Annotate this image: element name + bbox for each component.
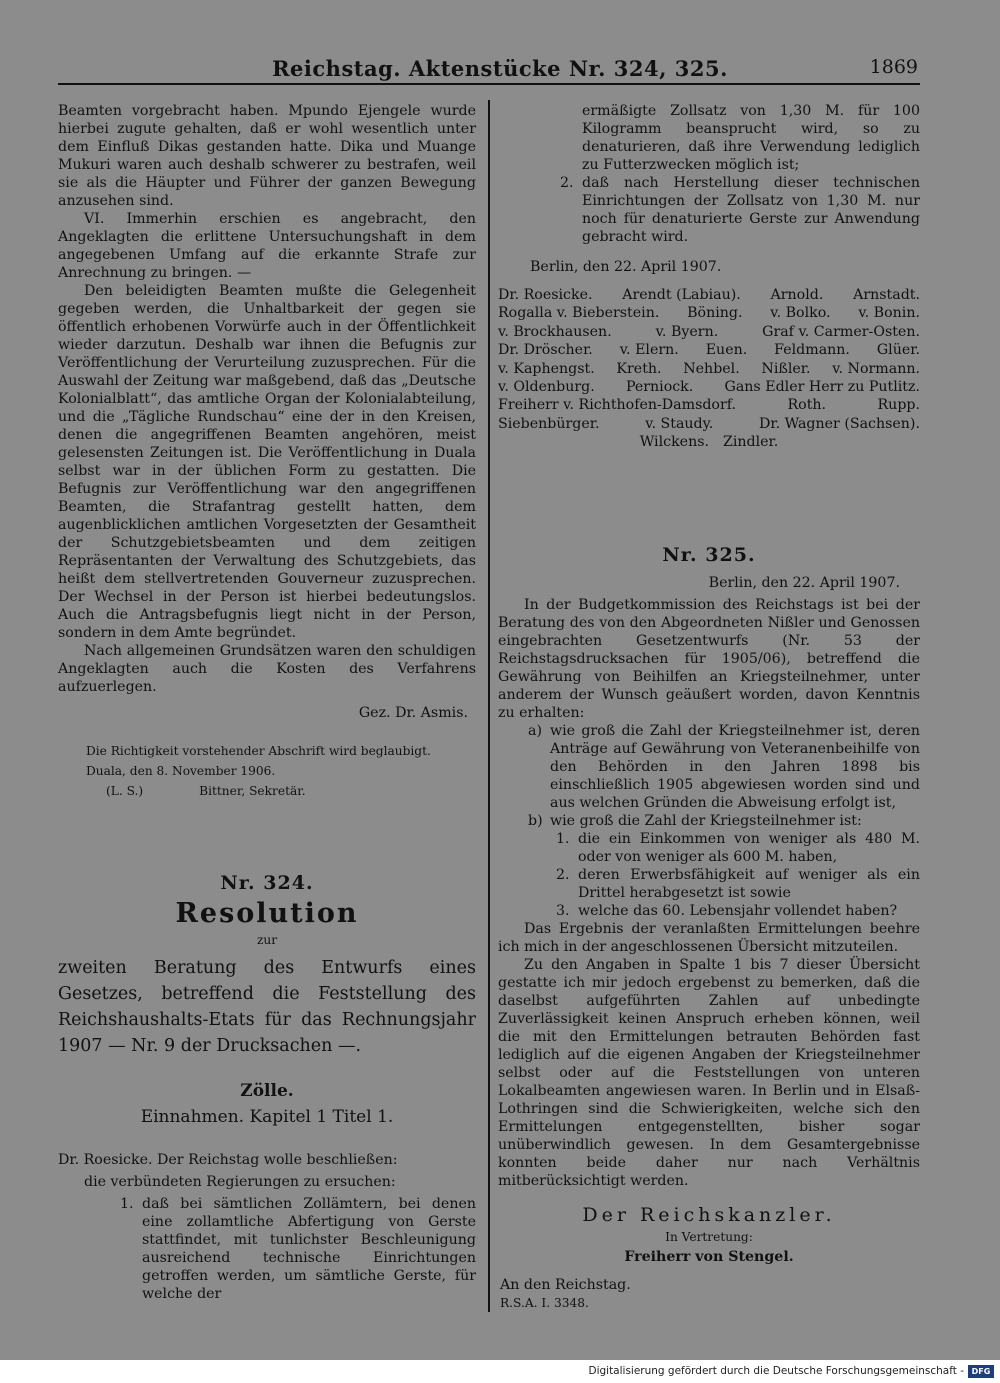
signer-name: Siebenbürger. xyxy=(498,415,600,432)
signer-name: Roth. xyxy=(787,397,827,414)
signer-name: Freiherr v. Richthofen-Damsdorf. xyxy=(498,397,737,414)
list-item xyxy=(528,812,920,830)
seal-mark: (L. S.) xyxy=(106,784,144,798)
page-header xyxy=(0,52,1000,82)
signer-name: Glüer. xyxy=(876,342,920,359)
signer-name: Zindler. xyxy=(723,434,779,451)
signer-name: Arnold. xyxy=(770,287,824,303)
list-marker: 1. xyxy=(120,1196,134,1212)
reference-number: R.S.A. I. 3348. xyxy=(500,1295,589,1310)
signer-name: Gans Edler Herr zu Putlitz. xyxy=(724,379,920,396)
section-subheading: Einnahmen. Kapitel 1 Titel 1. xyxy=(140,1107,394,1127)
date-line: Berlin, den 22. April 1907. xyxy=(530,259,722,275)
signer-name: Graf v. Carmer-Osten. xyxy=(762,323,920,340)
dfg-logo: DFG xyxy=(968,1365,994,1378)
list-text: daß bei sämtlichen Zollämtern, bei denen eine zollamtliche Abfertigung von Gerste stattfindet, mit tunlichster Beschleunigung ausreichend technische Einrichtungen getroffen werden, um sämtliche Gerste, für welche der xyxy=(142,1196,476,1302)
left-column xyxy=(58,102,476,1303)
signer-name: Nißler. xyxy=(761,360,811,377)
signers-row xyxy=(498,433,920,451)
list-text: wie groß die Zahl der Kriegsteilnehmer ist, deren Anträge auf Gewährung von Veteranenbeihilfe von den Behörden in den Jahren 1898 bis einschließlich 1905 abgewiesen worden sind und aus welchen Gründen die Abweisung erfolgt ist, xyxy=(550,722,920,811)
signers-row xyxy=(498,378,920,396)
signer-name: Wilckens. xyxy=(639,434,709,451)
signer-name: Dr. Wagner (Sachsen). xyxy=(758,415,920,432)
motion-line: Dr. Roesicke. Der Reichstag wolle beschließen: xyxy=(58,1152,398,1168)
signer-name: Euen. xyxy=(705,342,748,359)
signer-name: Perniock. xyxy=(625,379,694,396)
signers-list xyxy=(498,286,920,452)
signers-row xyxy=(498,323,920,341)
header-title: Reichstag. Aktenstücke Nr. 324, 325. xyxy=(272,56,728,81)
signer-name: v. Oldenburg. xyxy=(498,379,595,396)
signer-name: v. Bonin. xyxy=(858,305,920,322)
resolution-subject: zweiten Beratung des Entwurfs eines Gesetzes, betreffend die Feststellung des Reichshaushalts-Etats für das Rechnungsjahr 1907 — Nr. 9 der Drucksachen —. xyxy=(58,958,476,1056)
list-text: die ein Einkommen von weniger als 480 M. oder von weniger als 600 M. haben, xyxy=(578,830,920,865)
representation-note: In Vertretung: xyxy=(665,1229,753,1244)
list-item xyxy=(120,1195,476,1303)
request-line: die verbündeten Regierungen zu ersuchen: xyxy=(84,1174,396,1190)
addressee: An den Reichstag. xyxy=(500,1276,631,1293)
list-text: deren Erwerbsfähigkeit auf weniger als ein Drittel herabgesetzt ist sowie xyxy=(578,866,920,901)
signatory-name: Freiherr von Stengel. xyxy=(624,1248,794,1265)
signer-name: v. Staudy. xyxy=(645,415,714,432)
list-text: daß nach Herstellung dieser technischen Einrichtungen der Zollsatz von 1,30 M. nur noch für denaturierte Gerste zur Anwendung gebracht wird. xyxy=(582,175,920,245)
paragraph: Das Ergebnis der veranlaßten Ermittelungen beehre ich mich in der angeschlossenen Übersicht mitzuteilen. xyxy=(498,920,920,955)
signer-name: Rupp. xyxy=(877,397,920,414)
date-line: Berlin, den 22. April 1907. xyxy=(708,574,900,591)
signers-row xyxy=(498,304,920,322)
list-continuation: ermäßigte Zollsatz von 1,30 M. für 100 Kilogramm beansprucht wird, so zu denaturieren, daß ihre Verwendung lediglich zu Futterzwecken möglich ist; xyxy=(582,103,920,173)
signer-name: v. Bolko. xyxy=(770,305,831,322)
list-text: welche das 60. Lebensjahr vollendet haben? xyxy=(578,902,898,919)
signer-name: Arnstadt. xyxy=(853,287,920,303)
signers-row xyxy=(498,360,920,378)
signers-row xyxy=(498,341,920,359)
section-heading: Zölle. xyxy=(240,1081,294,1101)
funding-note: Digitalisierung gefördert durch die Deutsche Forschungsgemeinschaft - xyxy=(588,1365,964,1377)
right-column xyxy=(498,102,920,1312)
list-marker: 2. xyxy=(560,175,574,191)
signers-row xyxy=(498,286,920,304)
zur-label: zur xyxy=(256,933,278,947)
list-item xyxy=(556,830,920,866)
signer-name: Feldmann. xyxy=(774,342,850,359)
paragraph: Nach allgemeinen Grundsätzen waren den schuldigen Angeklagten auch die Kosten des Verfahrens aufzuerlegen. xyxy=(58,643,476,695)
signer-name: v. Normann. xyxy=(832,360,920,377)
secretary-signature: Bittner, Sekretär. xyxy=(199,784,306,798)
list-marker: a) xyxy=(528,722,542,739)
signers-row xyxy=(498,415,920,433)
list-marker: 3. xyxy=(556,902,570,919)
list-marker: 1. xyxy=(556,830,570,847)
signature: Gez. Dr. Asmis. xyxy=(358,705,468,721)
seal-line xyxy=(106,782,476,800)
signer-name: Dr. Dröscher. xyxy=(498,342,593,359)
certification-note: Die Richtigkeit vorstehender Abschrift wird beglaubigt. xyxy=(86,744,431,758)
list-item xyxy=(556,866,920,902)
document-number-325: Nr. 325. xyxy=(662,543,756,566)
signer-name: Nehbel. xyxy=(683,360,740,377)
signer-name: v. Kaphengst. xyxy=(498,360,595,377)
paragraph: VI. Immerhin erschien es angebracht, den Angeklagten die erlittene Untersuchungshaft in dem angegebenen Umfang auf die erkannte Strafe zur Anrechnung zu bringen. — xyxy=(58,211,476,281)
place-date: Duala, den 8. November 1906. xyxy=(86,764,276,778)
list-item xyxy=(556,902,920,920)
signer-name: Rogalla v. Bieberstein. xyxy=(498,305,660,322)
column-divider xyxy=(488,100,490,1312)
list-marker: b) xyxy=(528,812,543,829)
signer-name: Kreth. xyxy=(616,360,662,377)
signer-name: v. Byern. xyxy=(655,323,719,340)
resolution-title: Resolution xyxy=(175,898,359,929)
list-item xyxy=(560,174,920,246)
signatory-title: Der Reichskanzler. xyxy=(582,1203,836,1226)
signer-name: Böning. xyxy=(687,305,743,322)
signer-name: v. Elern. xyxy=(619,342,679,359)
signers-row xyxy=(498,396,920,414)
list-marker: 2. xyxy=(556,866,570,883)
document-number-324: Nr. 324. xyxy=(220,872,314,894)
page-number: 1869 xyxy=(869,56,918,78)
list-text: wie groß die Zahl der Kriegsteilnehmer ist: xyxy=(550,812,862,829)
paragraph: Beamten vorgebracht haben. Mpundo Ejengele wurde hierbei zugute gehalten, daß er wohl wesentlich unter dem Einfluß Dikas gestanden hatte. Dika und Muange Mukuri waren auch deshalb schwerer zu bestrafen, weil sie als die Häupter und Führer der ganzen Bewegung anzusehen sind. xyxy=(58,103,476,209)
paragraph: Den beleidigten Beamten mußte die Gelegenheit gegeben werden, die Unhaltbarkeit der gegen sie öffentlich erhobenen Vorwürfe auch in der Öffentlichkeit wieder darzutun. Deshalb war ihnen die Befugnis zur Veröffentlichung der Verurteilung zuzusprechen. Für die Auswahl der Zeitung war maßgebend, daß das „Deutsche Kolonialblatt“, das amtliche Organ der Kolonialabteilung, und die „Tägliche Rundschau“ eine der in den Kreisen, denen die angegriffenen Beamten angehören, meist gelesensten Zeitungen ist. Die Veröffentlichung in Duala selbst war in der üblichen Form zu gestatten. Die Befugnis zur Veröffentlichung war den angegriffenen Beamten, die Strafantrag gestellt hatten, dem augenblicklichen amtlichen Vorgesetzten der Gesamtheit der Schutzgebietsbeamten und dem zeitigen Repräsentanten der Verwaltung des Schutzgebiets, das heißt dem stellvertretenden Gouverneur zuzusprechen. Der Wechsel in der Person ist hierbei bedeutungslos. Auch die Antragsbefugnis liegt nicht in der Person, sondern in dem Amte begründet. xyxy=(58,283,476,641)
paragraph: In der Budgetkommission des Reichstags ist bei der Beratung des von den Abgeordneten Nißler und Genossen eingebrachten Gesetzentwurfs (Nr. 53 der Reichstagsdrucksachen für 1905/06), betreffend die Gewährung von Beihilfen an Kriegsteilnehmer, unter anderem der Wunsch geäußert worden, davon Kenntnis zu erhalten: xyxy=(498,596,920,721)
signer-name: v. Brockhausen. xyxy=(498,323,612,340)
header-rule xyxy=(58,83,920,85)
signer-name: Arendt (Labiau). xyxy=(622,287,741,303)
list-item xyxy=(528,722,920,812)
page-footer xyxy=(0,1360,1000,1383)
signer-name: Dr. Roesicke. xyxy=(498,287,593,303)
paragraph: Zu den Angaben in Spalte 1 bis 7 dieser Übersicht gestatte ich mir jedoch ergebenst zu bemerken, daß die daselbst aufgeführten Zahlen auf unbedingte Zuverlässigkeit keinen Anspruch erheben können, weil die mit den Ermittelungen betrauten Behörden fast lediglich auf die eigenen Angaben der Kriegsteilnehmer selbst oder auf die Feststellungen von unteren Lokalbeamten angewiesen waren. In Berlin und in Elsaß-Lothringen sind die Schwierigkeiten, welche sich den Ermittelungen entgegenstellten, bisher sogar unüberwindlich gewesen. In dem Gesamtergebnisse konnten beide daher nur nach Verhältnis mitberücksichtigt werden. xyxy=(498,956,920,1189)
